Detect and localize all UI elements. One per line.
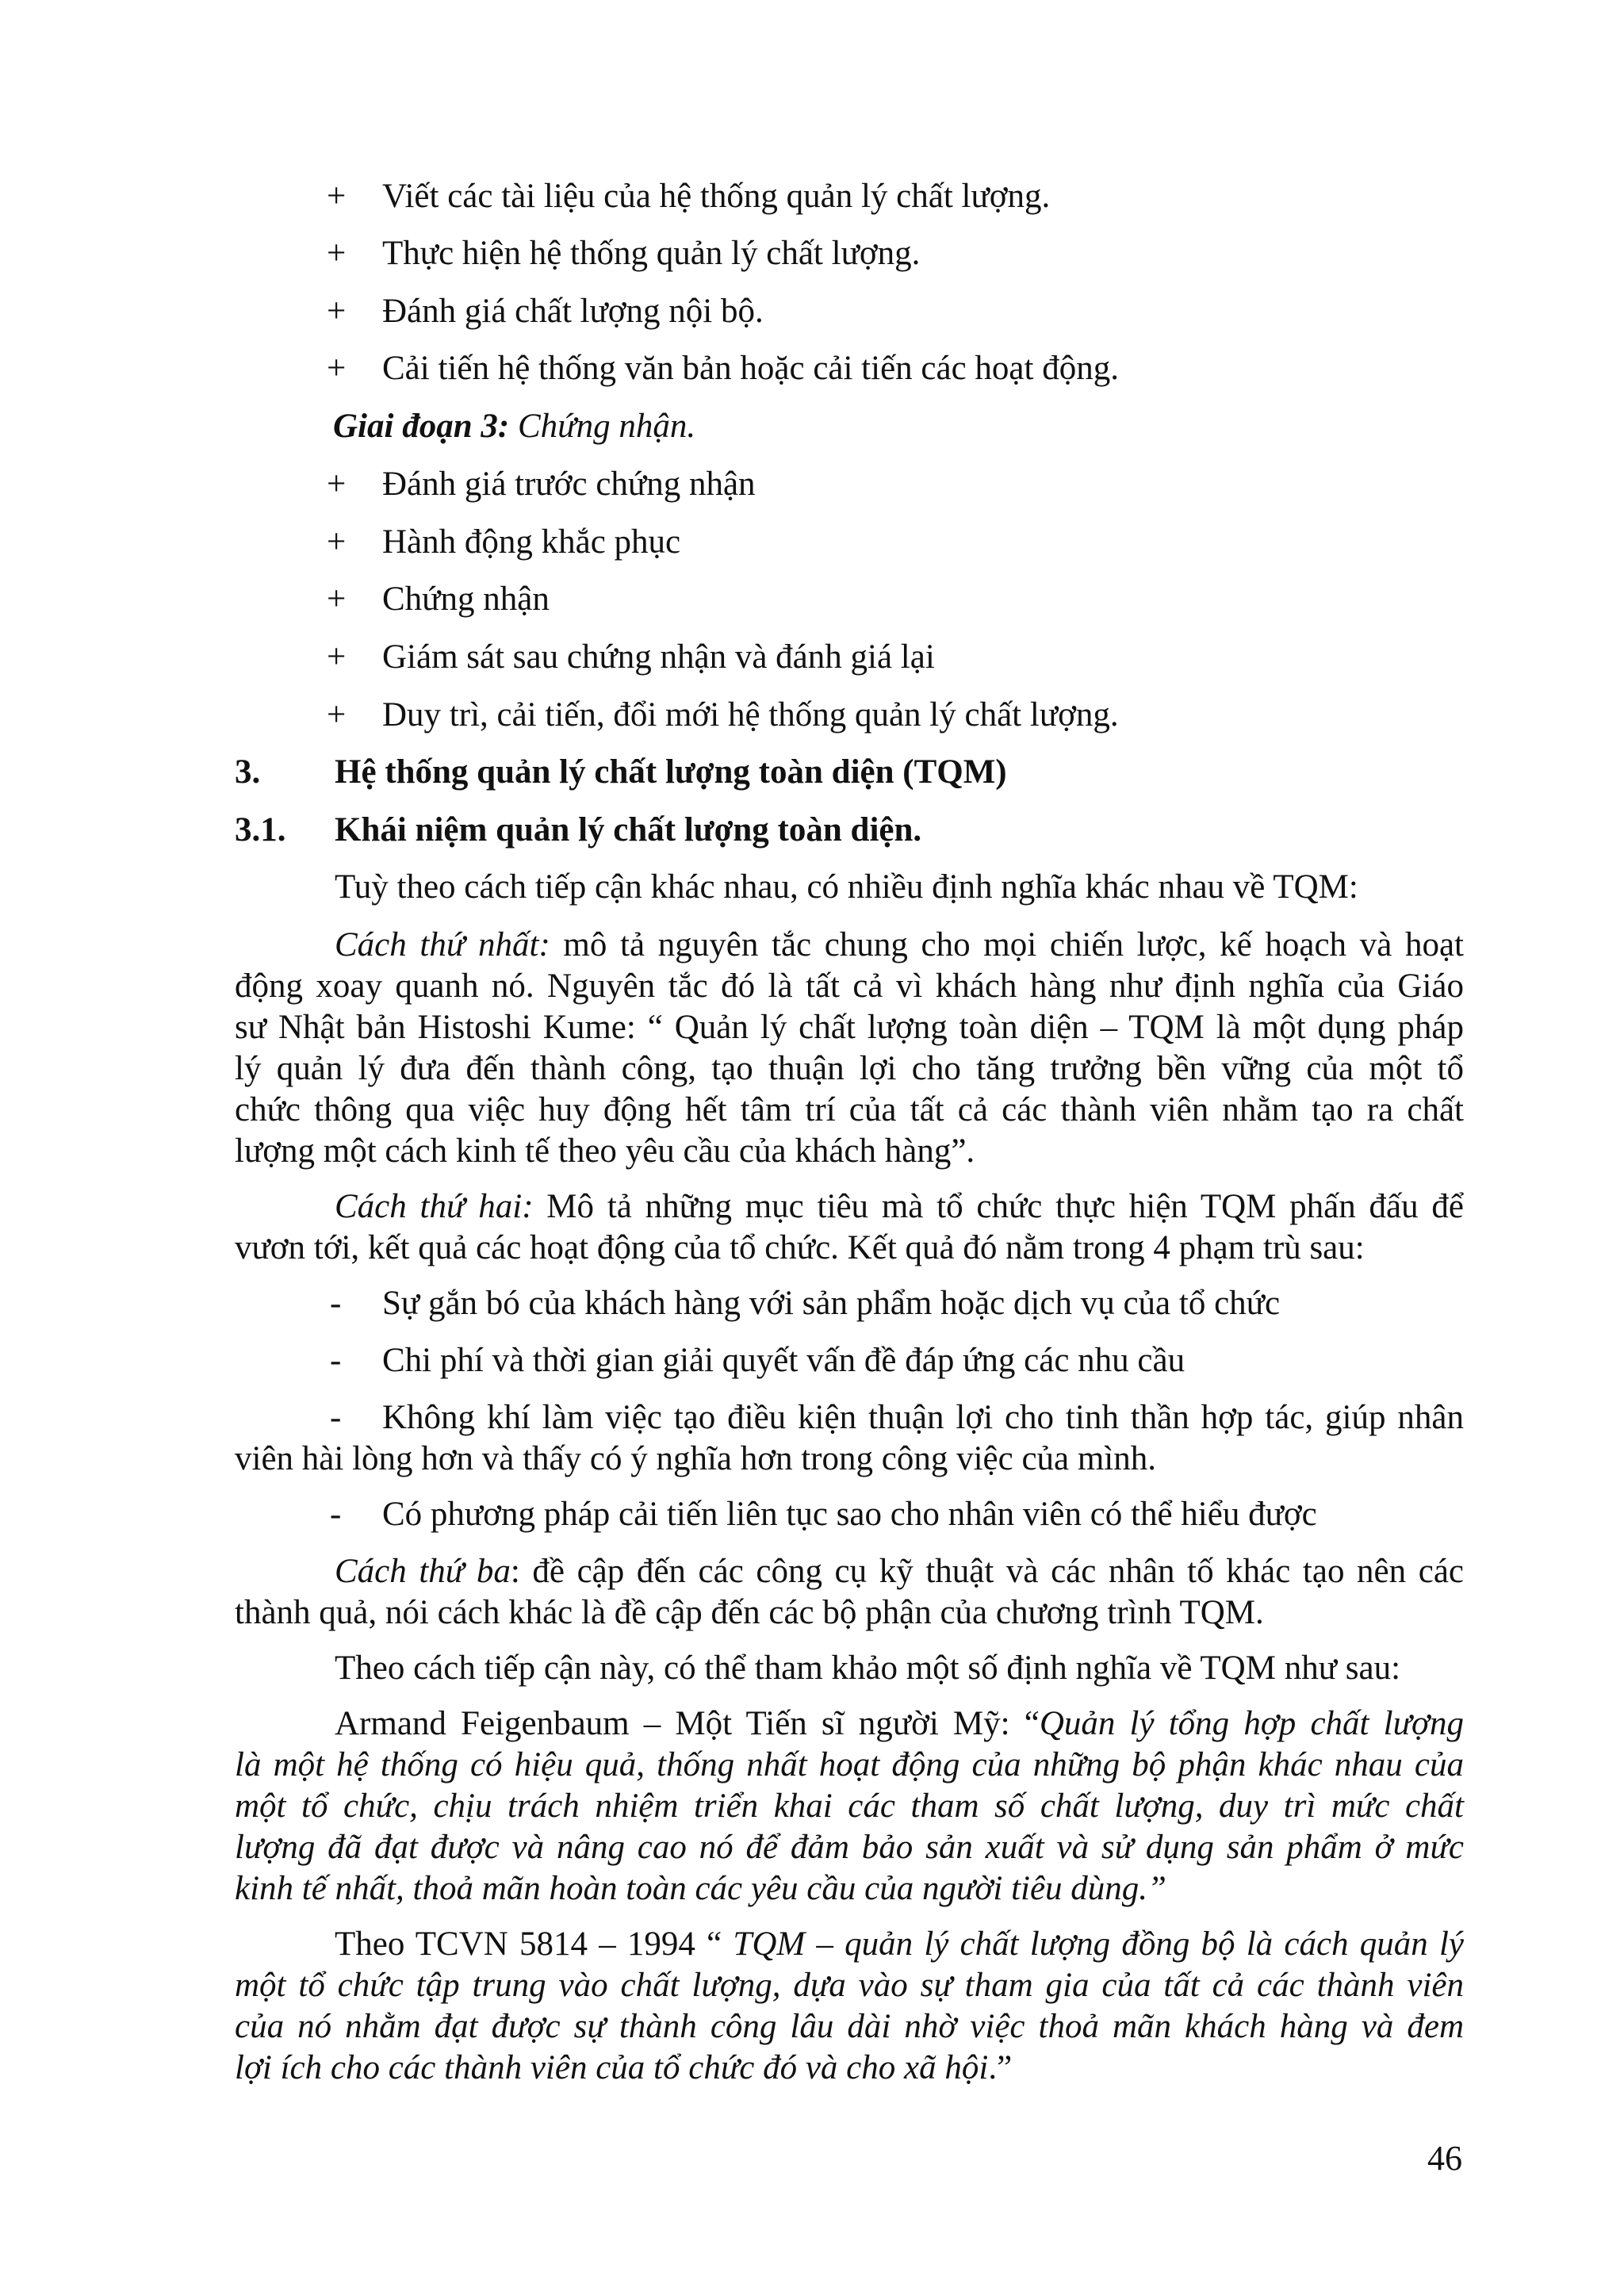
page-number: 46: [1427, 2139, 1462, 2178]
paragraph-line: viên hài lòng hơn và thấy có ý nghĩa hơn trong công việc của mình.: [235, 1440, 1157, 1477]
dash-text: Chi phí và thời gian giải quyết vấn đề đáp ứng các nhu cầu: [382, 1342, 1185, 1379]
paragraph-line: kinh tế nhất, thoả mãn hoàn toàn các yêu cầu của người tiêu dùng.”: [235, 1870, 1166, 1907]
paragraph-line: thành quả, nói cách khác là đề cập đến các bộ phận của chương trình TQM.: [235, 1594, 1264, 1631]
section-title: Hệ thống quản lý chất lượng toàn diện (TQM): [335, 753, 1007, 791]
bullet-marker: +: [327, 293, 347, 330]
paragraph-line: lượng một cách kinh tế theo yêu cầu của khách hàng”.: [235, 1132, 975, 1170]
bullet-text: Đánh giá trước chứng nhận: [382, 466, 756, 503]
bullet-text: Chứng nhận: [382, 580, 550, 618]
dash-text: Không khí làm việc tạo điều kiện thuận lợi cho tinh thần hợp tác, giúp nhân: [382, 1399, 1464, 1436]
bullet-marker: +: [327, 696, 347, 734]
subsection-title: Khái niệm quản lý chất lượng toàn diện.: [335, 811, 922, 849]
paragraph-line: của nó nhằm đạt được sự thành công lâu dài nhờ việc thoả mãn khách hàng và đem: [235, 2008, 1464, 2045]
bullet-text: Đánh giá chất lượng nội bộ.: [382, 293, 764, 330]
dash-marker: -: [330, 1496, 342, 1533]
paragraph-line: lợi ích cho các thành viên của tổ chức đó và cho xã hội.”: [235, 2049, 1013, 2086]
paragraph-line: Tuỳ theo cách tiếp cận khác nhau, có nhiều định nghĩa khác nhau về TQM:: [335, 868, 1358, 906]
bullet-marker: +: [327, 178, 347, 215]
bullet-marker: +: [327, 638, 347, 676]
paragraph-line: Cách thứ ba: đề cập đến các công cụ kỹ thuật và các nhân tố khác tạo nên các: [335, 1553, 1464, 1590]
bullet-text: Giám sát sau chứng nhận và đánh giá lại: [382, 638, 935, 676]
paragraph-line: một tổ chức tập trung vào chất lượng, dựa vào sự tham gia của tất cả các thành viên: [235, 1967, 1464, 2004]
bullet-marker: +: [327, 466, 347, 503]
paragraph-line: là một hệ thống có hiệu quả, thống nhất hoạt động của những bộ phận khác nhau của: [235, 1746, 1464, 1784]
dash-text: Có phương pháp cải tiến liên tục sao cho nhân viên có thể hiểu được: [382, 1496, 1317, 1533]
way1-label: Cách thứ nhất:: [335, 926, 550, 964]
way3-label: Cách thứ ba: [335, 1553, 511, 1590]
paragraph-line: Theo TCVN 5814 – 1994 “ TQM – quản lý chất lượng đồng bộ là cách quản lý: [335, 1925, 1464, 1963]
bullet-marker: +: [327, 350, 347, 387]
stage-label: Giai đoạn 3:: [333, 408, 510, 445]
bullet-text: Thực hiện hệ thống quản lý chất lượng.: [382, 235, 921, 272]
section-number: 3.: [235, 753, 261, 791]
paragraph-line: Armand Feigenbaum – Một Tiến sĩ người Mỹ: “Quản lý tổng hợp chất lượng: [335, 1705, 1464, 1742]
paragraph-line: một tổ chức, chịu trách nhiệm triển khai các tham số chất lượng, duy trì mức chất: [235, 1787, 1464, 1825]
paragraph-line: vươn tới, kết quả các hoạt động của tổ chức. Kết quả đó nằm trong 4 phạm trù sau:: [235, 1229, 1365, 1266]
paragraph-line: lượng đã đạt được và nâng cao nó để đảm bảo sản xuất và sử dụng sản phẩm ở mức: [235, 1829, 1464, 1866]
stage-title: Chứng nhận.: [509, 408, 696, 445]
bullet-marker: +: [327, 580, 347, 618]
bullet-text: Duy trì, cải tiến, đổi mới hệ thống quản lý chất lượng.: [382, 696, 1119, 734]
bullet-text: Hành động khắc phục: [382, 523, 681, 561]
dash-marker: -: [330, 1342, 342, 1379]
paragraph-line: Cách thứ nhất: mô tả nguyên tắc chung cho mọi chiến lược, kế hoạch và hoạt: [335, 926, 1464, 964]
paragraph-line: Theo cách tiếp cận này, có thể tham khảo một số định nghĩa về TQM như sau:: [335, 1649, 1401, 1687]
stage-heading: [333, 409, 695, 443]
bullet-text: Viết các tài liệu của hệ thống quản lý chất lượng.: [382, 178, 1051, 215]
bullet-marker: +: [327, 523, 347, 561]
dash-marker: -: [330, 1285, 342, 1322]
paragraph-line: lý quản lý đưa đến thành công, tạo thuận lợi cho tăng trưởng bền vững của một tổ: [235, 1050, 1464, 1087]
subsection-number: 3.1.: [235, 811, 286, 849]
dash-marker: -: [330, 1399, 342, 1436]
paragraph-line: sư Nhật bản Histoshi Kume: “ Quản lý chất lượng toàn diện – TQM là một dụng pháp: [235, 1009, 1464, 1046]
bullet-marker: +: [327, 235, 347, 272]
bullet-text: Cải tiến hệ thống văn bản hoặc cải tiến các hoạt động.: [382, 350, 1119, 387]
dash-text: Sự gắn bó của khách hàng với sản phẩm hoặc dịch vụ của tổ chức: [382, 1285, 1281, 1322]
paragraph-line: Cách thứ hai: Mô tả những mục tiêu mà tổ chức thực hiện TQM phấn đấu để: [335, 1188, 1464, 1225]
paragraph-line: động xoay quanh nó. Nguyên tắc đó là tất cả vì khách hàng như định nghĩa của Giáo: [235, 967, 1464, 1005]
way2-label: Cách thứ hai:: [335, 1188, 534, 1225]
paragraph-line: chức thông qua việc huy động hết tâm trí của tất cả các thành viên nhằm tạo ra chất: [235, 1091, 1464, 1128]
